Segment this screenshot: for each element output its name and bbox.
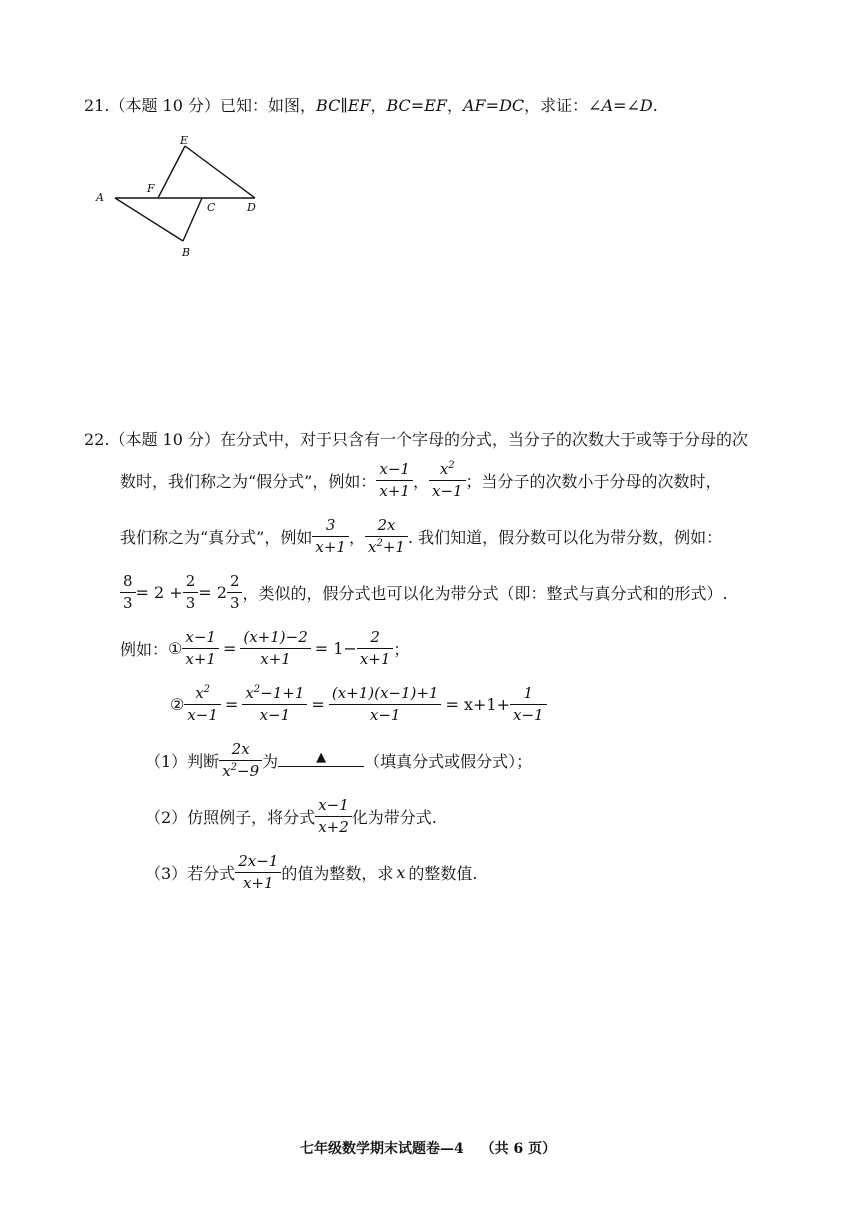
den: x+1	[357, 648, 394, 668]
part-1-label: （1）判断	[145, 751, 220, 771]
den: x+1	[182, 648, 219, 668]
part-2-label: （2）仿照例子，将分式	[145, 807, 316, 827]
equals: =	[224, 694, 239, 714]
base: x	[367, 537, 377, 556]
q22-intro3a: 我们称之为“真分式”，例如	[120, 527, 313, 547]
den: x+1	[235, 872, 281, 892]
e2-fraction-3	[329, 685, 442, 724]
part-3-fraction	[235, 853, 281, 892]
mixed-eq1: = 2 +	[135, 582, 183, 602]
q21-number: 21.	[84, 96, 110, 115]
mixed-fraction-2	[183, 573, 199, 612]
q21-score: （本题 10 分）	[109, 96, 220, 115]
num: (x+1)−2	[243, 627, 308, 646]
e2-fraction-4	[510, 685, 547, 724]
num: 2x	[231, 739, 250, 758]
den: x+1	[312, 536, 349, 556]
example-label: 例如：	[120, 639, 169, 659]
q22-stem-line3	[120, 514, 722, 558]
part-3-end: 的整数值.	[408, 863, 478, 883]
den: x+1	[240, 648, 310, 668]
q21-stem	[84, 96, 658, 116]
q22-number: 22.	[84, 430, 110, 449]
example-2-mark: ②	[170, 694, 185, 714]
q21-sep1: ，	[370, 96, 387, 115]
e2-fraction-1	[184, 685, 221, 724]
q21-cond1: BC∥EF	[316, 96, 371, 115]
den: x−1	[329, 704, 442, 724]
example-1-mark: ①	[168, 638, 183, 658]
q22-intro4: ，类似的，假分式也可以化为带分式（即：整式与真分式和的形式）.	[242, 583, 728, 603]
exp: 2	[253, 683, 261, 695]
q21-cond3: AF=DC	[463, 96, 525, 115]
footer-pages: （共 6 页）	[480, 1141, 557, 1157]
part-3-label: （3）若分式	[145, 863, 236, 883]
num: x−1	[185, 627, 216, 646]
num: (x+1)(x−1)+1	[331, 683, 439, 702]
q21-goal: ∠A=∠D	[588, 96, 653, 115]
exp: 2	[230, 761, 238, 773]
exp: 2	[376, 537, 383, 549]
num: 3	[325, 515, 336, 534]
segment-ef	[158, 146, 185, 198]
den: x+1	[376, 480, 413, 500]
e1-fraction-1	[182, 629, 219, 668]
footer-text: 七年级数学期末试题卷—4	[300, 1141, 464, 1157]
den: x−1	[242, 704, 307, 724]
exp: 2	[203, 683, 211, 695]
mixed-fraction-3	[227, 573, 243, 612]
answer-blank[interactable]: ▲	[278, 750, 364, 767]
q22-intro2b: ；当分子的次数小于分母的次数时，	[465, 471, 722, 491]
num: 2x−1	[238, 851, 279, 870]
num: 2	[370, 627, 380, 646]
mixed-fraction-1	[120, 573, 136, 612]
den: 3	[120, 592, 136, 612]
den	[365, 536, 408, 556]
part-2-end: 化为带分式.	[351, 807, 437, 827]
q21-sep3: ，求证：	[524, 96, 589, 115]
segment-ab	[115, 198, 183, 241]
q21-end: .	[652, 96, 658, 115]
q21-given: 已知：如图，	[220, 96, 317, 115]
den	[219, 760, 262, 780]
segment-bc	[183, 198, 202, 241]
label-d: D	[247, 201, 256, 214]
num: 2x	[377, 515, 396, 534]
label-c: C	[207, 201, 216, 214]
num	[429, 461, 466, 480]
part-3-mid: 的值为整数，求	[281, 863, 394, 883]
num: 2	[185, 571, 196, 590]
e1-fraction-2	[240, 629, 310, 668]
comma: ，	[348, 527, 365, 547]
den: x−1	[510, 704, 547, 724]
num: 8	[123, 571, 133, 590]
tail: +1	[382, 537, 405, 556]
part-2	[145, 794, 437, 838]
exp: 2	[448, 459, 455, 471]
mixed-eq2: = 2	[198, 582, 227, 602]
part-3-var: x	[396, 862, 406, 882]
part-1-mid: 为	[262, 751, 279, 771]
equals: =	[311, 694, 325, 714]
q21-figure	[90, 132, 270, 262]
part-2-fraction	[315, 797, 352, 836]
q22-intro1: 在分式中，对于只含有一个字母的分式，当分子的次数大于或等于分母的次	[220, 430, 749, 449]
den: 3	[227, 592, 243, 612]
e2-fraction-2	[242, 685, 307, 724]
label-a: A	[96, 191, 104, 204]
segment-ed	[185, 146, 255, 198]
num: 1	[523, 683, 534, 702]
example-fraction-1	[376, 461, 413, 500]
example-1	[120, 626, 409, 670]
label-e: E	[180, 134, 189, 147]
num: x−1	[318, 795, 349, 814]
den: x+2	[315, 816, 352, 836]
q22-intro2a: 数时，我们称之为“假分式”，例如：	[120, 471, 377, 491]
den: x−1	[184, 704, 221, 724]
base: x	[439, 459, 449, 478]
tail: −9	[237, 761, 260, 780]
q22-intro3b: . 我们知道，假分数可以化为带分数，例如：	[407, 527, 723, 547]
comma: ，	[412, 471, 429, 491]
e1-end: ；	[393, 639, 410, 659]
base: x	[222, 761, 231, 780]
q22-score: （本题 10 分）	[109, 430, 220, 449]
label-b: B	[182, 246, 191, 259]
base: x	[245, 683, 254, 702]
num: x−1	[379, 459, 410, 478]
e1-fraction-3	[357, 629, 394, 668]
base: x	[195, 683, 204, 702]
part-3	[145, 850, 477, 894]
q22-stem-line4	[120, 570, 728, 614]
example-fraction-2	[429, 461, 466, 500]
q22-stem-line2	[120, 458, 722, 502]
tail: −1+1	[260, 683, 305, 702]
e1-mid: = 1−	[314, 638, 357, 658]
part-1-fraction	[219, 741, 262, 780]
num	[184, 685, 221, 704]
e2-mid: = x+1+	[445, 694, 510, 714]
part-1-end: （填真分式或假分式）；	[364, 751, 533, 771]
page-footer	[300, 1139, 556, 1159]
example-fraction-4	[365, 517, 408, 556]
example-fraction-3	[312, 517, 349, 556]
example-2	[170, 682, 547, 726]
num	[242, 685, 307, 704]
label-f: F	[147, 182, 155, 195]
q21-cond2: BC=EF	[386, 96, 447, 115]
part-1	[145, 738, 532, 782]
num: 2	[229, 571, 240, 590]
q22-stem-line1	[84, 430, 748, 450]
den: x−1	[429, 480, 466, 500]
equals: =	[222, 638, 237, 658]
den: 3	[183, 592, 199, 612]
q21-sep2: ，	[446, 96, 463, 115]
